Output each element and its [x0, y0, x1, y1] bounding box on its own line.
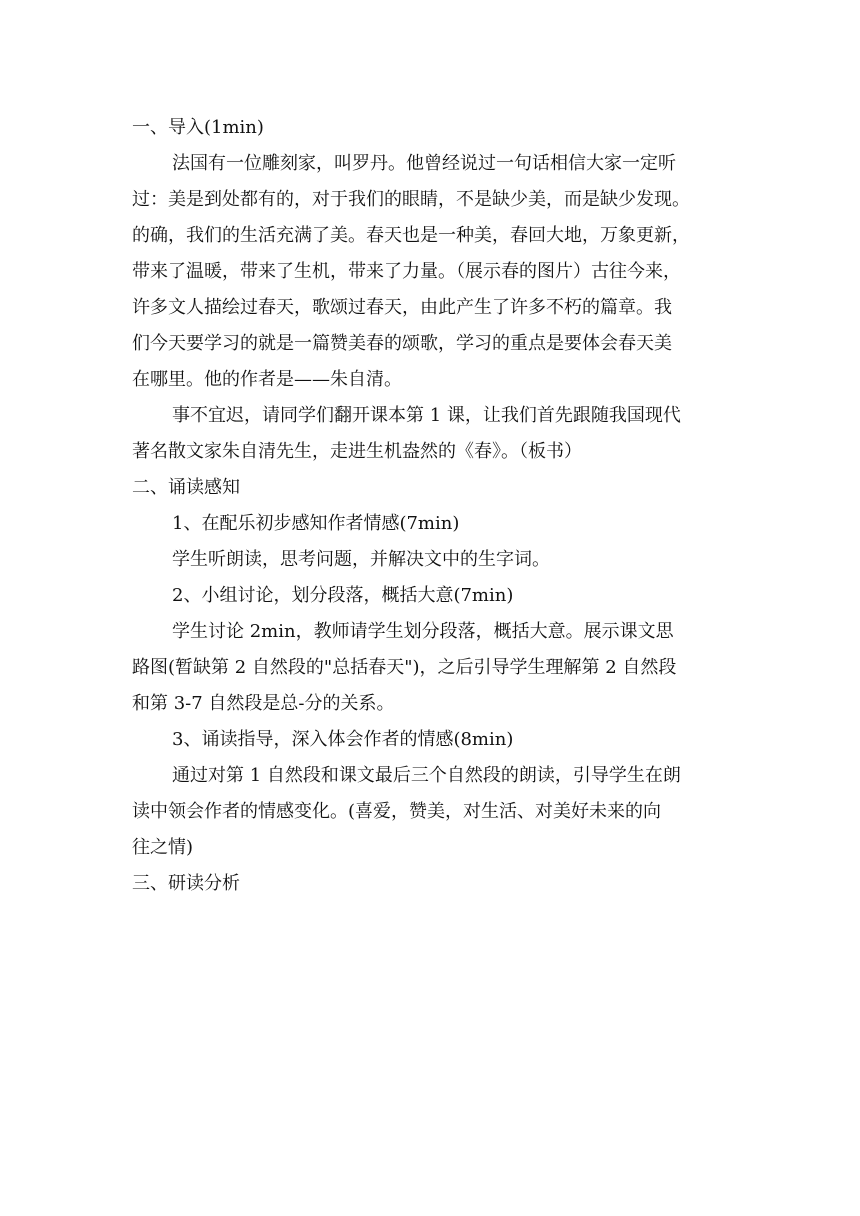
- paragraph-line: 在哪里。他的作者是——朱自清。: [132, 369, 402, 390]
- subheading: 2、小组讨论，划分段落，概括大意(7min): [172, 585, 514, 606]
- document-body: [132, 110, 732, 902]
- paragraph-line: 读中领会作者的情感变化。(喜爱，赞美，对生活、对美好未来的向: [132, 801, 662, 822]
- paragraph-line: 带来了温暖，带来了生机，带来了力量。（展示春的图片）古往今来，: [132, 261, 681, 282]
- section-heading: 三、研读分析: [132, 873, 240, 894]
- paragraph-line: 们今天要学习的就是一篇赞美春的颂歌，学习的重点是要体会春天美: [132, 333, 672, 354]
- paragraph-line: 许多文人描绘过春天，歌颂过春天，由此产生了许多不朽的篇章。我: [132, 297, 672, 318]
- subheading: 3、诵读指导，深入体会作者的情感(8min): [172, 729, 514, 750]
- paragraph-line: 路图(暂缺第 2 自然段的"总括春天")，之后引导学生理解第 2 自然段: [132, 657, 677, 678]
- paragraph-line: 事不宜迟，请同学们翻开课本第 1 课，让我们首先跟随我国现代: [172, 405, 681, 426]
- paragraph-line: 往之情): [132, 837, 194, 858]
- paragraph-line: 学生听朗读，思考问题，并解决文中的生字词。: [172, 549, 550, 570]
- paragraph-line: 的确，我们的生活充满了美。春天也是一种美，春回大地，万象更新，: [132, 225, 690, 246]
- section-heading: 二、诵读感知: [132, 477, 240, 498]
- section-heading: 一、导入(1min): [132, 117, 264, 138]
- paragraph-line: 著名散文家朱自清先生，走进生机盎然的《春》。（板书）: [132, 441, 582, 462]
- paragraph-line: 法国有一位雕刻家，叫罗丹。他曾经说过一句话相信大家一定听: [172, 153, 676, 174]
- paragraph-line: 和第 3-7 自然段是总-分的关系。: [132, 693, 395, 714]
- paragraph-line: 过：美是到处都有的，对于我们的眼睛，不是缺少美，而是缺少发现。: [132, 189, 690, 210]
- paragraph-line: 学生讨论 2min，教师请学生划分段落，概括大意。展示课文思: [172, 621, 674, 642]
- subheading: 1、在配乐初步感知作者情感(7min): [172, 513, 460, 534]
- paragraph-line: 通过对第 1 自然段和课文最后三个自然段的朗读，引导学生在朗: [172, 765, 681, 786]
